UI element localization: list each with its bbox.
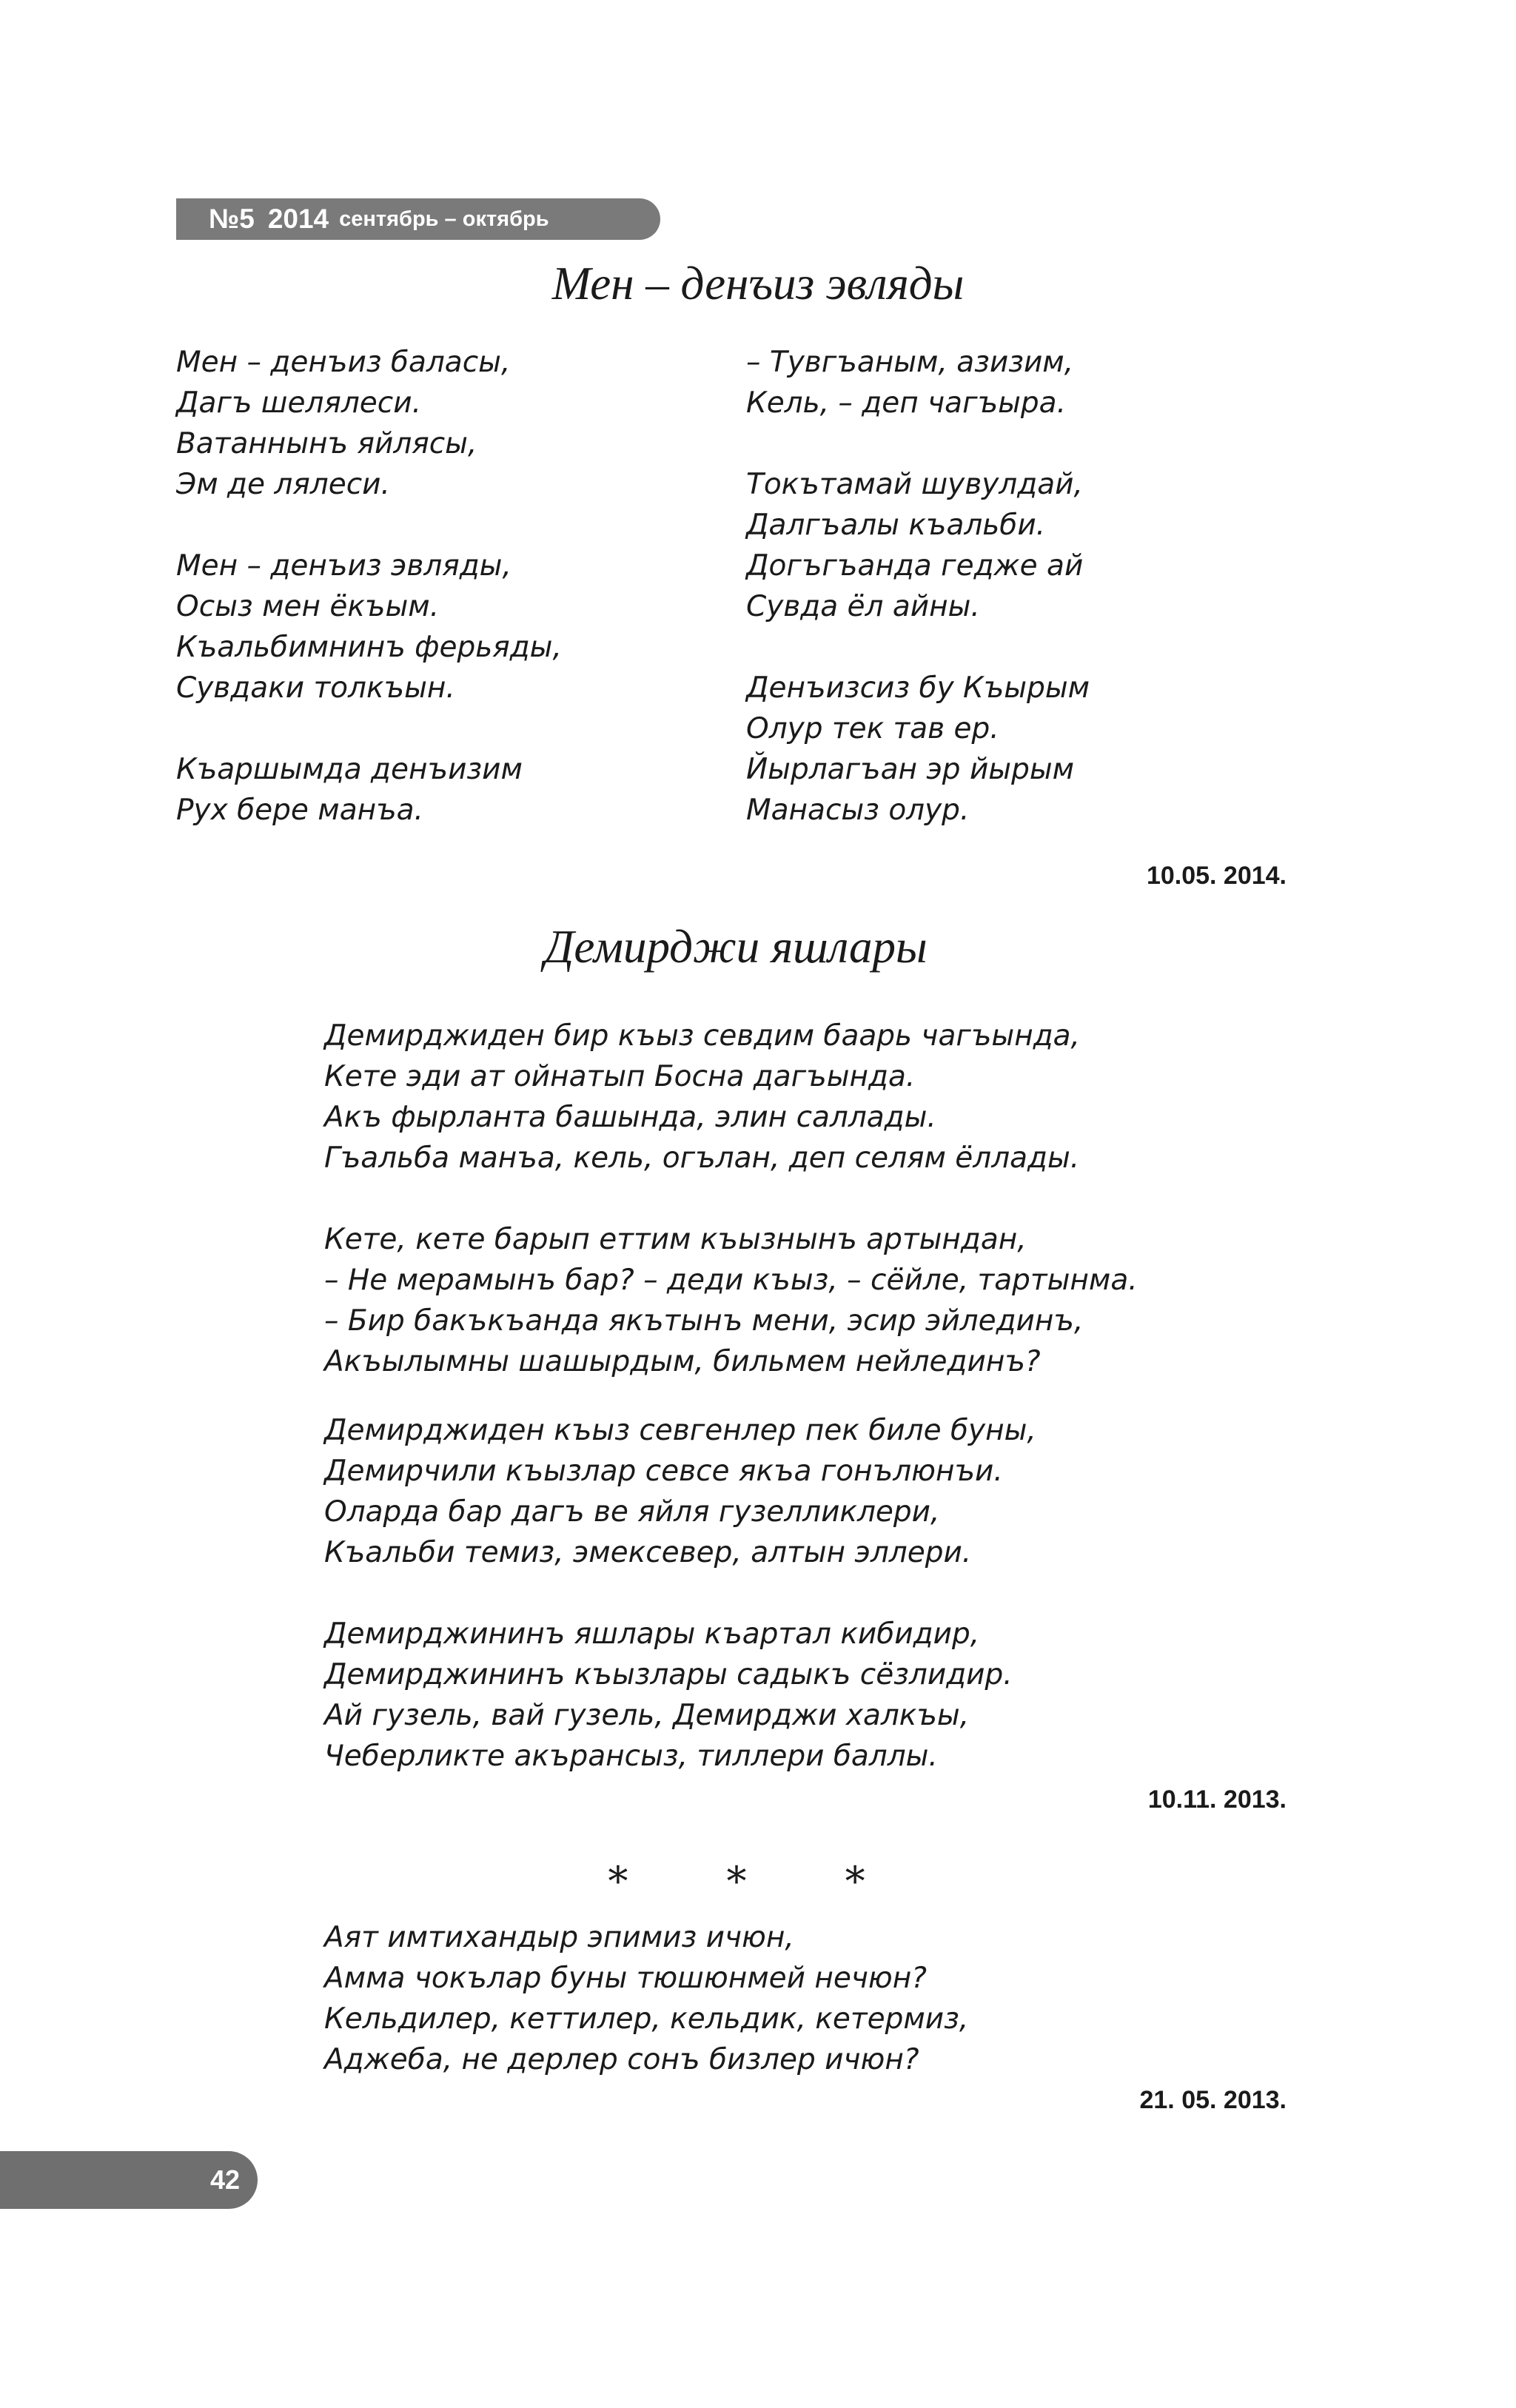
poem2-date: 10.11. 2013. — [1147, 1785, 1287, 1814]
verse-line: Къаршымда денъизим — [176, 753, 523, 786]
verse-line: Гъальба манъа, кель, огълан, деп селям ёллады. — [324, 1141, 1080, 1175]
poem2-body — [324, 1016, 1138, 1777]
stanza — [324, 1016, 1138, 1178]
page-number-tab — [0, 2151, 258, 2209]
verse-line: Кельдилер, кеттилер, кельдик, кетермиз, — [324, 2002, 969, 2036]
stanza — [176, 342, 562, 505]
poem1-right-column — [746, 342, 1090, 831]
stanza — [324, 1219, 1138, 1382]
verse-line: Ватаннынъ яйлясы, — [176, 427, 477, 460]
stanza — [324, 1410, 1138, 1573]
verse-line: Дагъ шелялеси. — [176, 386, 421, 420]
poem3-body — [324, 1917, 968, 2080]
verse-line: Эм де лялеси. — [176, 468, 390, 501]
verse-line: Далгъалы къальби. — [746, 509, 1046, 542]
issue-year: 2014 — [267, 204, 329, 234]
verse-line: Сувдаки толкъын. — [176, 671, 455, 705]
verse-line: – Не мерамынъ бар? – деди къыз, – сёйле, тартынма. — [324, 1264, 1138, 1297]
verse-line: – Тувгъаным, азизим, — [746, 346, 1074, 379]
verse-line: Денъизсиз бу Къырым — [746, 671, 1090, 705]
verse-line: Йырлагъан эр йырым — [746, 753, 1075, 786]
issue-header-tab — [176, 198, 660, 240]
verse-line: Оларда бар дагъ ве яйля гузелликлери, — [324, 1495, 940, 1529]
verse-line: Токътамай шувулдай, — [746, 468, 1083, 501]
stanza — [746, 464, 1090, 627]
verse-line: Рух бере манъа. — [176, 794, 423, 827]
verse-line: Манасыз олур. — [746, 794, 970, 827]
verse-line: Аджеба, не дерлер сонъ бизлер ичюн? — [324, 2043, 919, 2076]
verse-line: Осыз мен ёкъым. — [176, 590, 440, 623]
page-number: 42 — [209, 2164, 240, 2195]
stanza — [176, 749, 562, 831]
verse-line: Къальби темиз, эмексевер, алтын эллери. — [324, 1536, 972, 1569]
verse-line: Демирджиден къыз севгенлер пек биле буны, — [324, 1414, 1036, 1447]
stanza — [746, 342, 1090, 423]
verse-line: Мен – денъиз эвляды, — [176, 549, 512, 583]
asterisk-separator: * * * — [608, 1858, 908, 1905]
poem2-title: Демирджи яшлары — [544, 921, 928, 973]
issue-months: сентябрь – октябрь — [339, 207, 549, 231]
verse-line: Кете эди ат ойнатып Босна дагъында. — [324, 1060, 916, 1093]
verse-line: Демирджининъ яшлары къартал кибидир, — [324, 1617, 980, 1651]
verse-line: Догъгъанда гедже ай — [746, 549, 1084, 583]
stanza — [324, 1614, 1138, 1777]
verse-line: – Бир бакъкъанда якътынъ мени, эсир эйлединъ, — [324, 1304, 1084, 1338]
verse-line: Амма чокълар буны тюшюнмей нечюн? — [324, 1962, 927, 1995]
verse-line: Олур тек тав ер. — [746, 712, 999, 745]
stanza — [324, 1917, 968, 2080]
poem1-date: 10.05. 2014. — [1146, 862, 1287, 890]
verse-line: Акъ фырланта башында, элин саллады. — [324, 1101, 936, 1134]
verse-line: Ай гузель, вай гузель, Демирджи халкъы, — [324, 1699, 970, 1732]
issue-number: №5 — [209, 204, 255, 234]
verse-line: Акъылымны шашырдым, бильмем нейлединъ? — [324, 1345, 1041, 1378]
verse-line: Кете, кете барып еттим къызнынъ артындан, — [324, 1223, 1027, 1256]
stanza — [176, 546, 562, 708]
poem3-date: 21. 05. 2013. — [1139, 2086, 1287, 2114]
poem1-left-column — [176, 342, 562, 831]
verse-line: Чеберликте акърансыз, тиллери баллы. — [324, 1740, 938, 1773]
verse-line: Демирчили къызлар севсе якъа гонълюнъи. — [324, 1455, 1003, 1488]
verse-line: Аят имтихандыр эпимиз ичюн, — [324, 1921, 794, 1954]
stanza — [746, 668, 1090, 831]
verse-line: Демирджининъ къызлары садыкъ сёзлидир. — [324, 1658, 1013, 1691]
verse-line: Мен – денъиз баласы, — [176, 346, 511, 379]
verse-line: Кель, – деп чагъыра. — [746, 386, 1066, 420]
verse-line: Къальбимнинъ ферьяды, — [176, 631, 562, 664]
verse-line: Демирджиден бир къыз севдим баарь чагъында, — [324, 1019, 1080, 1053]
verse-line: Сувда ёл айны. — [746, 590, 980, 623]
poem1-title: Мен – денъиз эвляды — [551, 258, 965, 309]
